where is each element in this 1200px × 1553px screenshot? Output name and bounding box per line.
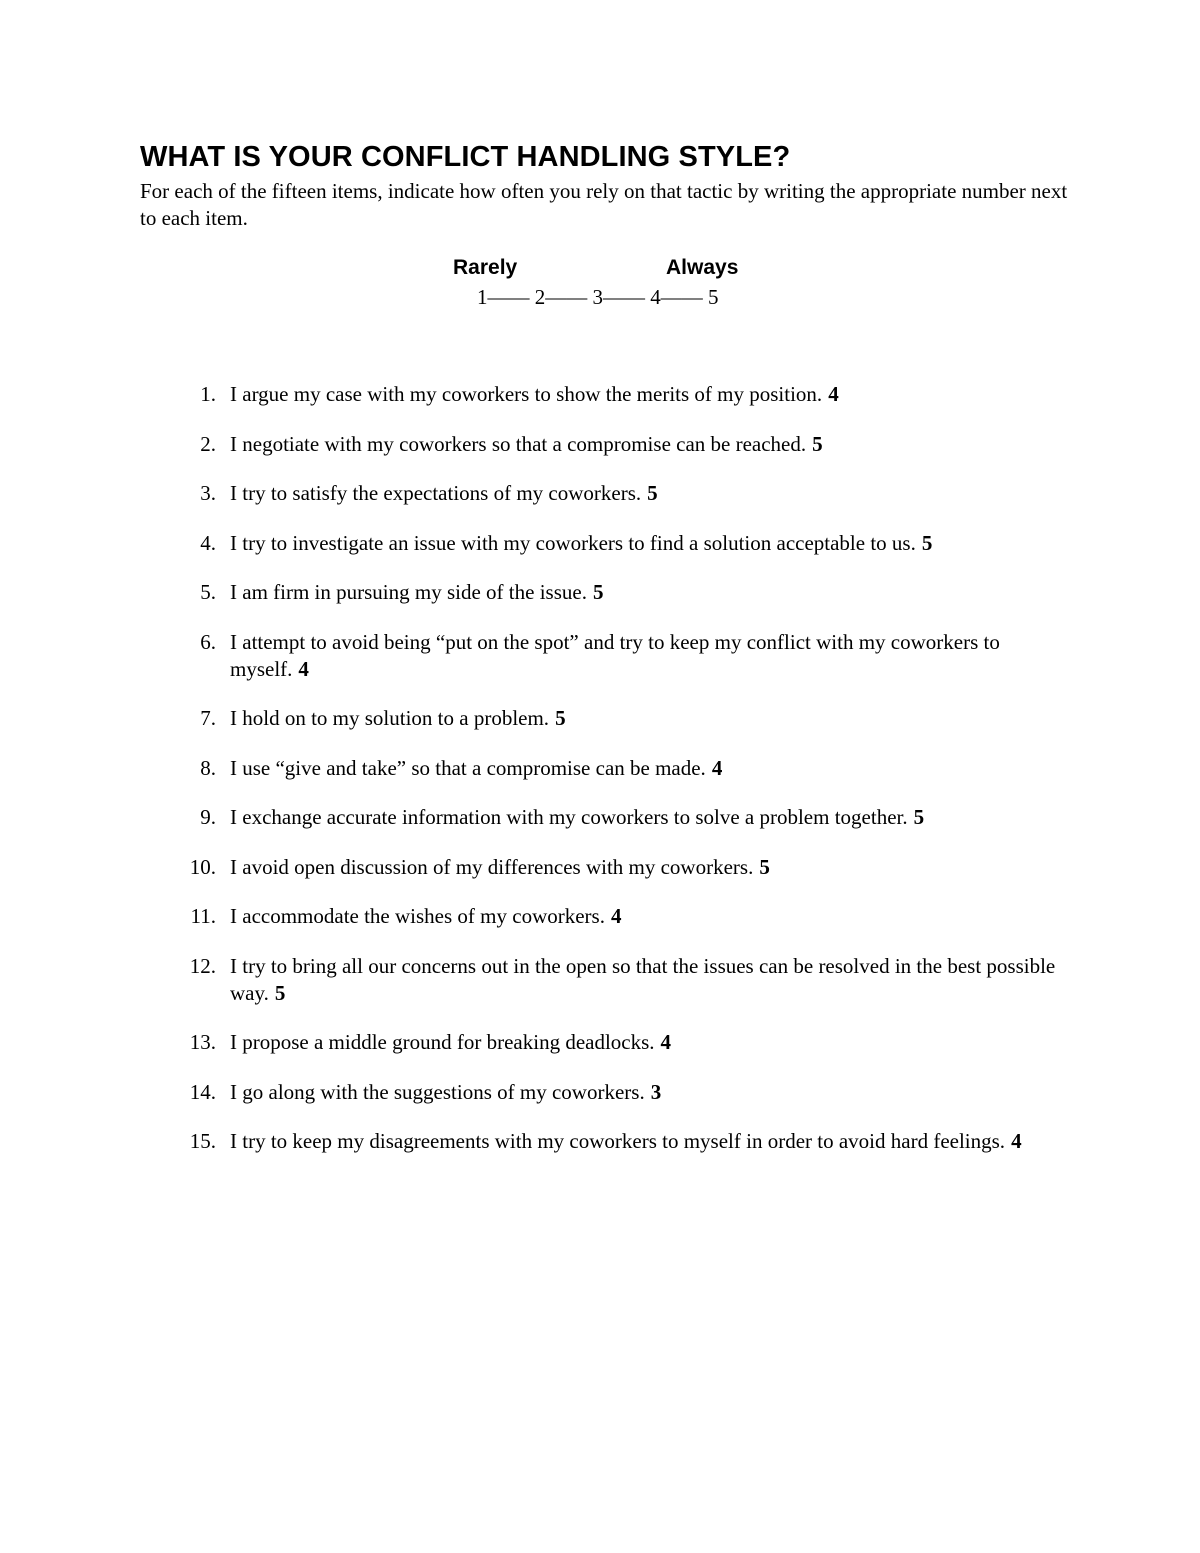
rating-scale-line: 1—— 2—— 3—— 4—— 5 [477,285,719,309]
item-text: I use “give and take” so that a compromise can be made. [230,755,706,780]
item-text: I accommodate the wishes of my coworkers. [230,904,605,928]
item-answer: 4 [610,904,622,928]
item-answer: 5 [921,530,933,555]
item-number: 9. [200,805,216,829]
item-answer: 4 [298,656,309,681]
list-item [186,854,1066,881]
item-text: I go along with the suggestions of my coworkers. [230,1079,645,1104]
item-text: I try to bring all our concerns out in the open so that the issues can be resolved in the best possible way. [230,953,1056,1005]
item-answer: 5 [555,706,566,730]
instructions-paragraph: For each of the fifteen items, indicate how often you rely on that tactic by writing the appropriate number next to each item. [140,179,1068,230]
item-text: I avoid open discussion of my differences with my coworkers. [230,854,754,879]
rating-scale-labels [453,256,753,284]
item-text: I argue my case with my coworkers to show the merits of my position. [230,382,823,406]
item-number: 4. [200,530,216,555]
item-text: I try to satisfy the expectations of my coworkers. [230,481,642,505]
item-number: 13. [189,1030,216,1054]
item-number: 5. [200,580,216,604]
item-text: I propose a middle ground for breaking deadlocks. [230,1030,655,1054]
list-item [186,480,1066,507]
item-text: I negotiate with my coworkers so that a compromise can be reached. [230,431,807,456]
item-number: 7. [200,706,216,730]
item-number: 14. [189,1079,216,1104]
list-item [186,381,1066,408]
item-text: I am firm in pursuing my side of the issue. [230,580,587,604]
item-answer: 4 [828,382,839,406]
list-item [186,1029,1066,1056]
item-answer: 5 [812,431,823,456]
questionnaire-list [186,381,1066,1178]
scale-label-always: Always [666,256,739,279]
item-answer: 5 [913,805,925,829]
item-answer: 4 [711,755,723,780]
item-answer: 4 [1011,1129,1022,1153]
list-item [186,1079,1066,1106]
item-answer: 5 [592,580,604,604]
item-text: I exchange accurate information with my coworkers to solve a problem together. [230,805,908,829]
list-item [186,1128,1066,1155]
list-item [186,530,1066,557]
item-answer: 4 [660,1030,672,1054]
item-number: 10. [189,854,216,879]
list-item [186,579,1066,606]
page-title: WHAT IS YOUR CONFLICT HANDLING STYLE? [140,141,791,173]
item-number: 3. [200,481,216,505]
list-item [186,629,1066,683]
list-item [186,804,1066,831]
scale-label-rarely: Rarely [453,256,518,279]
item-number: 8. [200,755,216,780]
item-text: I hold on to my solution to a problem. [230,706,550,730]
item-number: 15. [189,1129,216,1153]
list-item [186,755,1066,782]
item-number: 6. [200,629,216,654]
item-number: 2. [200,431,216,456]
item-text: I try to keep my disagreements with my coworkers to myself in order to avoid hard feelings. [230,1129,1006,1153]
list-item [186,903,1066,930]
item-number: 11. [190,904,216,928]
item-answer: 5 [759,854,770,879]
list-item [186,953,1066,1007]
list-item [186,705,1066,732]
item-answer: 5 [274,980,286,1005]
item-answer: 5 [647,481,658,505]
item-text: I try to investigate an issue with my coworkers to find a solution acceptable to us. [230,530,916,555]
item-answer: 3 [650,1079,662,1104]
item-number: 12. [189,953,216,978]
item-text: I attempt to avoid being “put on the spot” and try to keep my conflict with my coworkers to myself. [230,629,1000,681]
list-item [186,431,1066,458]
item-number: 1. [200,382,216,406]
